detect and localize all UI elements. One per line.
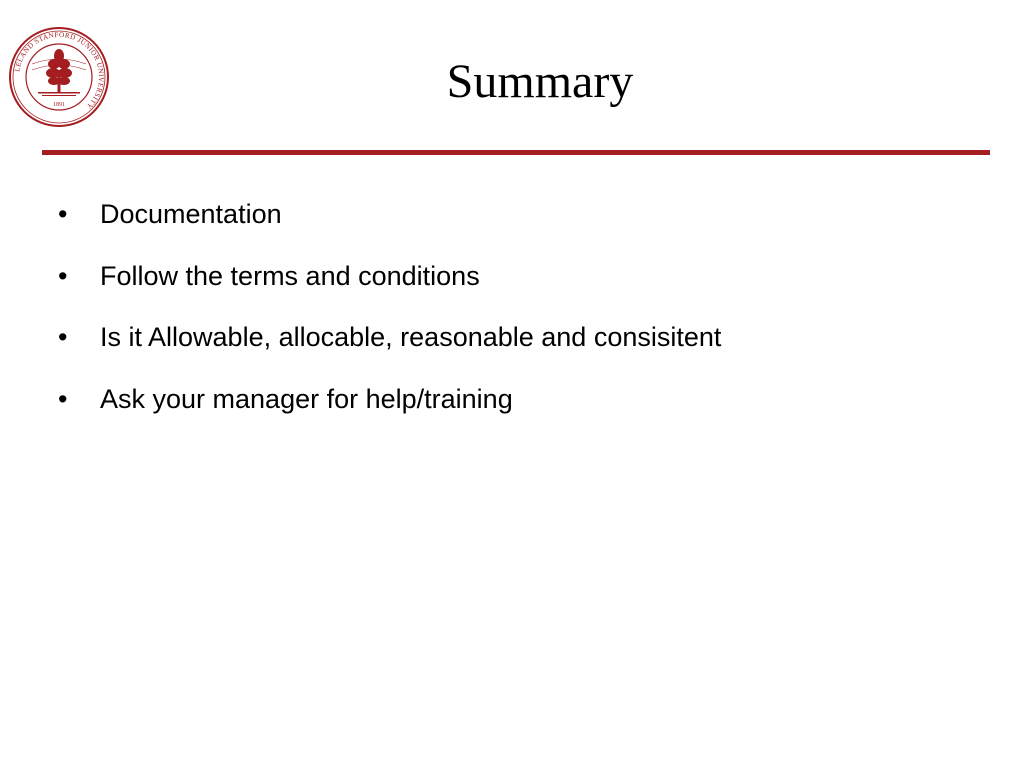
title-divider <box>42 150 990 155</box>
bullet-text: Follow the terms and conditions <box>100 260 480 291</box>
bullet-marker: • <box>58 383 68 414</box>
bullet-marker: • <box>58 322 68 352</box>
seal-year: 1891 <box>53 102 65 108</box>
slide-title: Summary <box>446 55 634 108</box>
bullet-marker: • <box>58 199 68 229</box>
bullet-text: Is it Allowable, allocable, reasonable and consisitent <box>100 322 722 352</box>
bullet-text: Ask your manager for help/training <box>100 383 513 414</box>
bullet-text: Documentation <box>100 199 282 229</box>
bullet-marker: • <box>58 260 68 291</box>
seal-ring-text: LELAND STANFORD JUNIOR UNIVERSITY <box>13 30 106 111</box>
stanford-seal-icon <box>8 26 110 128</box>
